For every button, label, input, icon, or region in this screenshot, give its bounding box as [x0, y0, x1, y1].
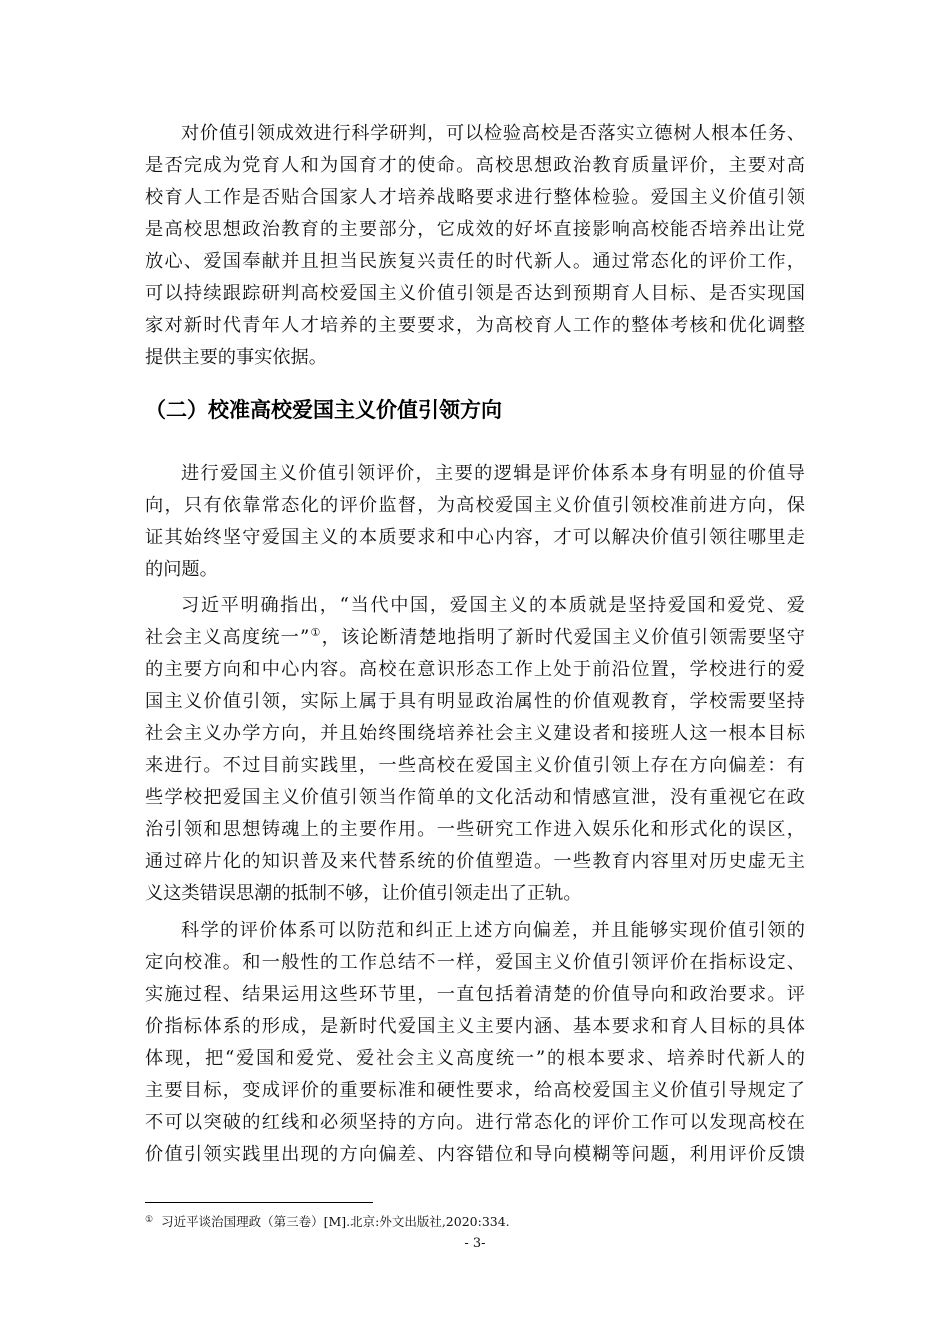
text-line: 证其始终坚守爱国主义的本质要求和中心内容，才可以解决价值引领往哪里走: [145, 527, 805, 548]
text-line: 来进行。不过目前实践里，一些高校在爱国主义价值引领上存在方向偏差：有: [145, 755, 805, 776]
text-line: 定向校准。和一般性的工作总结不一样，爱国主义价值引领评价在指标设定、: [145, 952, 805, 973]
footnote-reference[interactable]: ①: [309, 626, 322, 639]
text-line: 校育人工作是否贴合国家人才培养战略要求进行整体检验。爱国主义价值引领: [145, 187, 805, 208]
page-number: - 3-: [464, 1236, 486, 1251]
paragraph-evaluation-logic: [145, 458, 805, 586]
text-line: 实施过程、结果运用这些环节里，一直包括着清楚的价值导向和政治要求。评: [145, 984, 805, 1005]
footnote-divider: [145, 1202, 373, 1203]
text-line: 对价值引领成效进行科学研判，可以检验高校是否落实立德树人根本任务、: [181, 123, 805, 144]
text-line: 可以持续跟踪研判高校爱国主义价值引领是否达到预期育人目标、是否实现国: [145, 283, 805, 304]
text-line: 价值引领实践里出现的方向偏差、内容错位和导向模糊等问题，利用评价反馈: [145, 1144, 805, 1165]
paragraph-evaluation-system: [145, 915, 805, 1171]
footnote-text: 习近平谈治国理政（第三卷）[M].北京:外文出版社,2020:334.: [161, 1214, 510, 1229]
text-line: 通过碎片化的知识普及来代替系统的价值塑造。一些教育内容里对历史虚无主: [145, 851, 805, 872]
text-line-with-footnote: [145, 622, 805, 654]
text-line: 治引领和思想铸魂上的主要作用。一些研究工作进入娱乐化和形式化的误区，: [145, 819, 805, 840]
text-line: 向，只有依靠常态化的评价监督，为高校爱国主义价值引领校准前进方向，保: [145, 495, 805, 516]
text-line: 些学校把爱国主义价值引领当作简单的文化活动和情感宣泄，没有重视它在政: [145, 787, 805, 808]
section-heading: （二）校准高校爱国主义价值引领方向: [145, 398, 502, 422]
text-line: 提供主要的事实依据。: [145, 347, 327, 368]
paragraph-quotation: [145, 590, 805, 910]
text-line: 放心、爱国奉献并且担当民族复兴责任的时代新人。通过常态化的评价工作，: [145, 251, 805, 272]
text-segment: 社会主义高度统一”: [145, 627, 310, 648]
text-line: 科学的评价体系可以防范和纠正上述方向偏差，并且能够实现价值引领的: [181, 920, 805, 941]
footnote: [145, 1210, 510, 1232]
text-line: 体现，把“爱国和爱党、爱社会主义高度统一”的根本要求、培养时代新人的: [145, 1048, 805, 1069]
text-line: 的问题。: [145, 559, 218, 580]
footnote-mark: ①: [145, 1215, 154, 1225]
text-line: 习近平明确指出，“当代中国，爱国主义的本质就是坚持爱国和爱党、爱: [181, 595, 805, 616]
text-segment: ，该论断清楚地指明了新时代爱国主义价值引领需要坚守: [321, 627, 805, 648]
text-line: 的主要方向和中心内容。高校在意识形态工作上处于前沿位置，学校进行的爱: [145, 659, 805, 680]
text-line: 进行爱国主义价值引领评价，主要的逻辑是评价体系本身有明显的价值导: [181, 463, 805, 484]
text-line: 社会主义办学方向，并且始终围绕培养社会主义建设者和接班人这一根本目标: [145, 723, 805, 744]
text-line: 主要目标，变成评价的重要标准和硬性要求，给高校爱国主义价值引导规定了: [145, 1080, 805, 1101]
text-line: 国主义价值引领，实际上属于具有明显政治属性的价值观教育，学校需要坚持: [145, 691, 805, 712]
text-line: 家对新时代青年人才培养的主要要求，为高校育人工作的整体考核和优化调整: [145, 315, 805, 336]
text-line: 不可以突破的红线和必须坚持的方向。进行常态化的评价工作可以发现高校在: [145, 1112, 805, 1133]
text-line: 是否完成为党育人和为国育才的使命。高校思想政治教育质量评价，主要对高: [145, 155, 805, 176]
text-line: 义这类错误思潮的抵制不够，让价值引领走出了正轨。: [145, 883, 582, 904]
text-line: 价指标体系的形成，是新时代爱国主义主要内涵、基本要求和育人目标的具体: [145, 1016, 805, 1037]
text-line: 是高校思想政治教育的主要部分，它成效的好坏直接影响高校能否培养出让党: [145, 219, 805, 240]
paragraph-evaluation-effect: [145, 118, 805, 374]
